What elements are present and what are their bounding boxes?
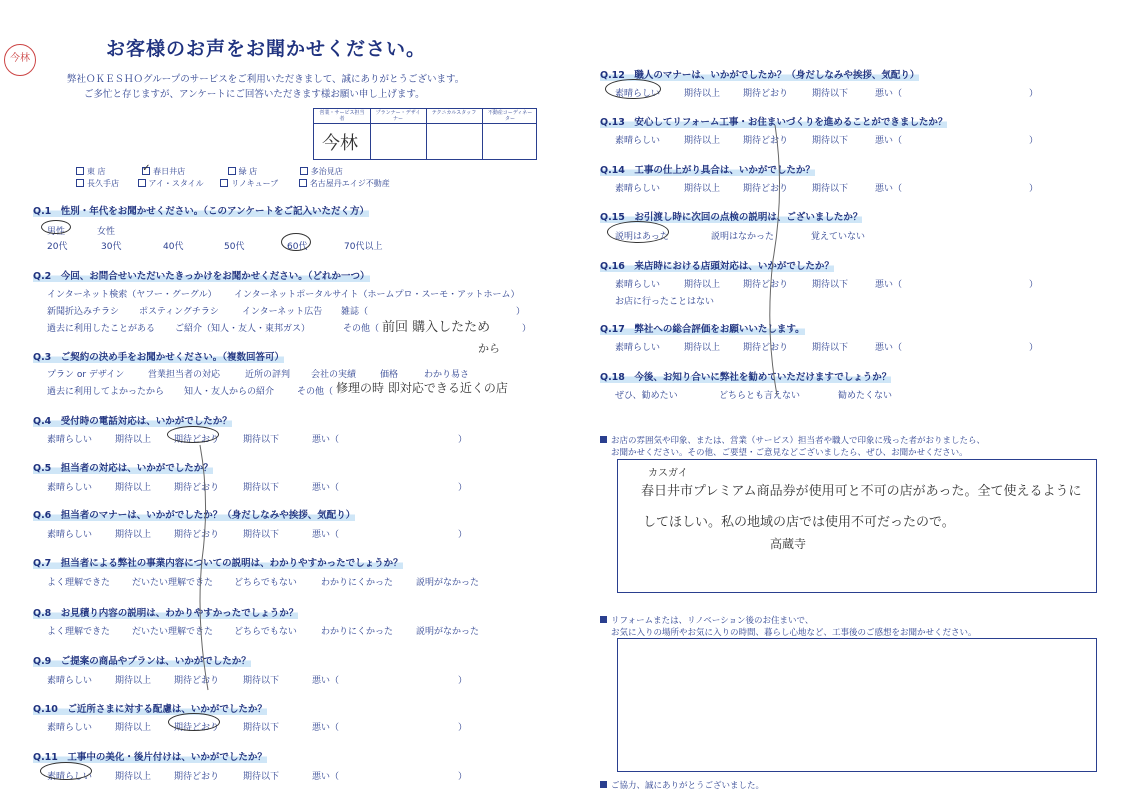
question-18: Q.18 今後、お知り合いに弊社を勧めていただけますでしょうか？ — [600, 369, 891, 383]
store-label: 多治見店 — [310, 167, 343, 176]
option-as-expected[interactable]: 期待どおり — [743, 89, 789, 99]
option-above[interactable]: 期待以上 — [684, 184, 721, 194]
q2-option[interactable]: インターネット広告 — [242, 307, 323, 317]
question-15: Q.15 お引渡し時に次回の点検の説明は、ございましたか？ — [600, 209, 862, 223]
q2-option[interactable]: ポスティングチラシ — [139, 307, 219, 317]
store-label: 緑 店 — [238, 167, 258, 176]
q3-option[interactable]: わかり易さ — [424, 370, 470, 380]
option-bad[interactable]: 悪い（ — [312, 435, 340, 445]
q2-option[interactable]: その他（ — [343, 324, 380, 334]
question-3: Q.3 ご契約の決め手をお聞かせください。（複数回答可） — [33, 349, 284, 363]
comment-1-handwritten-3: 高蔵寺 — [770, 537, 807, 551]
q2-option[interactable]: 雑誌（ — [341, 307, 369, 317]
store-label: 長久手店 — [87, 179, 119, 188]
option-above[interactable]: 期待以上 — [115, 435, 152, 445]
q1-age-50[interactable]: 50代 — [224, 242, 245, 252]
q8-option[interactable]: 説明がなかった — [416, 627, 480, 637]
q2-option[interactable]: インターネットポータルサイト（ホームプロ・スーモ・アットホーム） — [234, 290, 520, 300]
option-bad-close: ） — [458, 772, 468, 782]
q3-option[interactable]: 会社の実績 — [311, 370, 357, 380]
comment-1-handwritten-2: してほしい。私の地域の店では使用不可だったので。 — [643, 515, 955, 530]
option-as-expected[interactable]: 期待どおり — [743, 184, 789, 194]
store-checkbox[interactable] — [138, 179, 146, 187]
option-bad-close: ） — [1029, 280, 1039, 290]
q3-option[interactable]: 過去に利用してよかったから — [47, 387, 165, 397]
option-bad[interactable]: 悪い（ — [312, 772, 340, 782]
option-bad-close: ） — [458, 483, 468, 493]
staff-name-handwritten: 今林 — [322, 133, 358, 154]
seal-stamp: 今林 — [4, 44, 36, 76]
option-as-expected[interactable]: 期待どおり — [743, 280, 789, 290]
page-title: お客様のお声をお聞かせください。 — [106, 38, 427, 60]
option-bad[interactable]: 悪い（ — [875, 89, 903, 99]
option-bad-close: ） — [458, 723, 468, 733]
comment-1-prompt-2: お聞かせください。その他、ご要望・ご意見などございましたら、ぜひ、お聞かせください。 — [611, 448, 968, 458]
staff-header-sales: 営業・サービス担当者 — [319, 110, 365, 122]
q1-age-60[interactable]: 60代 — [287, 242, 308, 252]
comment-1-handwritten-1: 春日井市プレミアム商品券が使用可と不可の店があった。全て使えるように — [641, 484, 1082, 499]
option-excellent[interactable]: 素晴らしい — [47, 435, 93, 445]
option-as-expected[interactable]: 期待どおり — [743, 343, 789, 353]
option-bad-close: ） — [1029, 343, 1039, 353]
q18-option[interactable]: どちらとも言えない — [719, 391, 801, 401]
question-13: Q.13 安心してリフォーム工事・お住まいづくりを進めることができましたか？ — [600, 114, 947, 128]
option-excellent[interactable]: 素晴らしい — [615, 184, 661, 194]
option-below[interactable]: 期待以下 — [243, 772, 280, 782]
option-as-expected[interactable]: 期待どおり — [174, 772, 220, 782]
store-checkbox[interactable] — [228, 167, 236, 175]
store-row-1 — [76, 163, 343, 177]
store-checkbox[interactable] — [300, 167, 308, 175]
q2-handwritten-2: から — [478, 342, 500, 355]
question-14: Q.14 工事の仕上がり具合は、いかがでしたか？ — [600, 162, 815, 176]
pen-stroke — [190, 440, 220, 700]
q15-option[interactable]: 説明はなかった — [711, 232, 775, 242]
q2-option-close: ） — [516, 307, 526, 317]
store-label: 名古屋丹エイジ不動産 — [309, 179, 390, 188]
q3-option[interactable]: 近所の評判 — [245, 370, 291, 380]
option-above[interactable]: 期待以上 — [684, 280, 721, 290]
q7-option[interactable]: よく理解できた — [47, 578, 111, 588]
option-below[interactable]: 期待以下 — [243, 435, 280, 445]
q1-age-40[interactable]: 40代 — [163, 242, 184, 252]
q7-option[interactable]: どちらでもない — [234, 578, 297, 588]
option-above[interactable]: 期待以上 — [115, 723, 152, 733]
option-bad-close: ） — [1029, 136, 1039, 146]
q3-handwritten: 修理の時 即対応できる近くの店 — [336, 381, 508, 395]
option-excellent[interactable]: 素晴らしい — [47, 676, 93, 686]
option-above[interactable]: 期待以上 — [115, 483, 152, 493]
staff-header-tech: テクニカルスタッフ — [431, 110, 477, 116]
comment-1-handwritten-0: カスガイ — [648, 468, 688, 479]
q18-option[interactable]: ぜひ、勧めたい — [615, 391, 678, 401]
option-bad-close: ） — [1029, 184, 1039, 194]
option-excellent[interactable]: 素晴らしい — [615, 136, 661, 146]
option-bad-close: ） — [458, 435, 468, 445]
answer-circle — [41, 220, 71, 234]
q3-option[interactable]: プラン or デザイン — [47, 370, 125, 380]
option-excellent[interactable]: 素晴らしい — [615, 280, 661, 290]
store-row-2 — [76, 178, 390, 189]
question-8: Q.8 お見積り内容の説明は、わかりやすかったでしょうか？ — [33, 605, 298, 619]
answer-circle — [607, 221, 669, 243]
q3-option[interactable]: その他（ — [297, 387, 334, 397]
q1-option-male[interactable]: 男性 — [47, 227, 66, 237]
q8-option[interactable]: だいたい理解できた — [132, 627, 214, 637]
question-6: Q.6 担当者のマナーは、いかがでしたか？（身だしなみや挨拶、気配り） — [33, 507, 355, 521]
intro-line-1: 弊社ＯＫＥＳＨＯグループのサービスをご利用いただきまして、誠にありがとうございます。 — [67, 74, 465, 85]
option-above[interactable]: 期待以上 — [115, 530, 152, 540]
q3-option[interactable]: 知人・友人からの紹介 — [184, 387, 275, 397]
option-excellent[interactable]: 素晴らしい — [615, 89, 661, 99]
q18-option[interactable]: 勧めたくない — [838, 391, 893, 401]
q2-option-close: ） — [522, 324, 532, 334]
option-below[interactable]: 期待以下 — [243, 530, 280, 540]
option-above[interactable]: 期待以上 — [115, 676, 152, 686]
comment-2-prompt: リフォームまたは、リノベーション後のお住まいで、 — [600, 614, 813, 626]
option-bad[interactable]: 悪い（ — [312, 530, 340, 540]
question-2: Q.2 今回、お問合せいただいたきっかけをお聞かせください。（どれか一つ） — [33, 268, 370, 282]
thanks-text: ご協力、誠にありがとうございました。 — [600, 779, 764, 791]
option-below[interactable]: 期待以下 — [812, 184, 849, 194]
q7-option[interactable]: わかりにくかった — [321, 578, 394, 588]
question-4: Q.4 受付時の電話対応は、いかがでしたか？ — [33, 413, 232, 427]
option-excellent[interactable]: 素晴らしい — [47, 723, 93, 733]
q2-option[interactable]: 新聞折込みチラシ — [47, 307, 120, 317]
store-checkbox[interactable] — [220, 179, 228, 187]
question-17: Q.17 弊社への総合評価をお願いいたします。 — [600, 321, 805, 335]
option-bad[interactable]: 悪い（ — [312, 676, 340, 686]
pen-stroke — [755, 120, 795, 400]
store-label: 東 店 — [87, 167, 106, 176]
comment-1-prompt: お店の雰囲気や印象、または、営業（サービス）担当者や職人で印象に残った者がおりましたら、 — [600, 434, 985, 446]
q15-option[interactable]: 説明はあった — [615, 232, 669, 242]
store-checkbox[interactable] — [76, 167, 84, 175]
option-above[interactable]: 期待以上 — [684, 136, 721, 146]
option-as-expected[interactable]: 期待どおり — [174, 483, 220, 493]
store-checkbox[interactable] — [299, 179, 307, 187]
option-as-expected[interactable]: 期待どおり — [174, 530, 220, 540]
answer-circle — [281, 233, 311, 251]
q2-option[interactable]: 過去に利用したことがある — [47, 324, 156, 334]
option-as-expected[interactable]: 期待どおり — [743, 136, 789, 146]
option-bad[interactable]: 悪い（ — [312, 483, 340, 493]
staff-table — [313, 108, 537, 160]
option-above[interactable]: 期待以上 — [684, 89, 721, 99]
option-excellent[interactable]: 素晴らしい — [615, 343, 661, 353]
option-bad[interactable]: 悪い（ — [875, 136, 903, 146]
staff-header-realestate: 不動産コーディネーター — [487, 110, 533, 122]
option-bad[interactable]: 悪い（ — [875, 184, 903, 194]
store-label: アイ・スタイル — [148, 179, 204, 188]
q3-option[interactable]: 価格 — [380, 370, 399, 380]
option-below[interactable]: 期待以下 — [243, 676, 280, 686]
option-below[interactable]: 期待以下 — [812, 280, 849, 290]
option-bad-close: ） — [1029, 89, 1039, 99]
option-above[interactable]: 期待以上 — [115, 772, 152, 782]
question-5: Q.5 担当者の対応は、いかがでしたか？ — [33, 460, 213, 474]
q1-option-female[interactable]: 女性 — [97, 227, 116, 237]
q8-option[interactable]: よく理解できた — [47, 627, 111, 637]
staff-header-planner: プランナー・デザイナー — [375, 110, 421, 122]
option-below[interactable]: 期待以下 — [243, 483, 280, 493]
option-below[interactable]: 期待以下 — [812, 343, 849, 353]
comment-2-prompt-2: お気に入りの場所やお気に入りの時間、暮らし心地など、工事後のご感想をお聞かせください。 — [611, 628, 977, 638]
q2-handwritten: 前回 購入したため — [382, 320, 491, 335]
answer-circle — [40, 762, 92, 780]
question-10: Q.10 ご近所さまに対する配慮は、いかがでしたか？ — [33, 701, 267, 715]
option-as-expected[interactable]: 期待どおり — [174, 723, 220, 733]
question-11: Q.11 工事中の美化・後片付けは、いかがでしたか？ — [33, 749, 267, 763]
store-checkbox[interactable] — [76, 179, 84, 187]
q7-option[interactable]: 説明がなかった — [416, 578, 480, 588]
question-9: Q.9 ご提案の商品やプランは、いかがでしたか？ — [33, 653, 251, 667]
q2-option[interactable]: ご紹介（知人・友人・東邦ガス） — [175, 324, 311, 334]
q8-option[interactable]: わかりにくかった — [321, 627, 394, 637]
q1-age-20[interactable]: 20代 — [47, 242, 68, 252]
option-as-expected[interactable]: 期待どおり — [174, 676, 220, 686]
option-below[interactable]: 期待以下 — [812, 136, 849, 146]
store-checkbox-checked[interactable]: ✓ — [142, 163, 151, 174]
option-above[interactable]: 期待以上 — [684, 343, 721, 353]
option-excellent[interactable]: 素晴らしい — [47, 530, 93, 540]
store-label: リノキューブ — [231, 179, 279, 188]
intro-line-2: ご多忙と存じますが、アンケートにご回答いただきます様お願い申し上げます。 — [84, 89, 425, 100]
store-label: 春日井店 — [153, 167, 186, 176]
q2-option[interactable]: インターネット検索（ヤフー・グーグル） — [47, 290, 217, 300]
option-excellent[interactable]: 素晴らしい — [47, 483, 93, 493]
question-16: Q.16 来店時における店頭対応は、いかがでしたか？ — [600, 258, 834, 272]
question-1: Q.1 性別・年代をお聞かせください。（このアンケートをご記入いただく方） — [33, 203, 369, 217]
comment-2-box[interactable] — [617, 638, 1097, 772]
option-excellent[interactable]: 素晴らしい — [47, 772, 93, 782]
q1-age-30[interactable]: 30代 — [101, 242, 122, 252]
answer-circle — [605, 79, 661, 99]
option-as-expected[interactable]: 期待どおり — [174, 435, 220, 445]
q7-option[interactable]: だいたい理解できた — [132, 578, 214, 588]
option-bad-close: ） — [458, 676, 468, 686]
option-bad[interactable]: 悪い（ — [875, 343, 903, 353]
option-bad[interactable]: 悪い（ — [312, 723, 340, 733]
q15-option[interactable]: 覚えていない — [811, 232, 866, 242]
question-12: Q.12 職人のマナーは、いかがでしたか？（身だしなみや挨拶、気配り） — [600, 67, 919, 81]
q3-option[interactable]: 営業担当者の対応 — [148, 370, 221, 380]
answer-circle — [168, 713, 220, 731]
option-bad[interactable]: 悪い（ — [875, 280, 903, 290]
question-7: Q.7 担当者による弊社の事業内容についての説明は、わかりやすかったでしょうか？ — [33, 555, 403, 569]
option-below[interactable]: 期待以下 — [243, 723, 280, 733]
option-below[interactable]: 期待以下 — [812, 89, 849, 99]
option-bad-close: ） — [458, 530, 468, 540]
q8-option[interactable]: どちらでもない — [234, 627, 297, 637]
q1-age-70[interactable]: 70代以上 — [344, 242, 383, 252]
q16-option-never-visited[interactable]: お店に行ったことはない — [615, 297, 715, 307]
